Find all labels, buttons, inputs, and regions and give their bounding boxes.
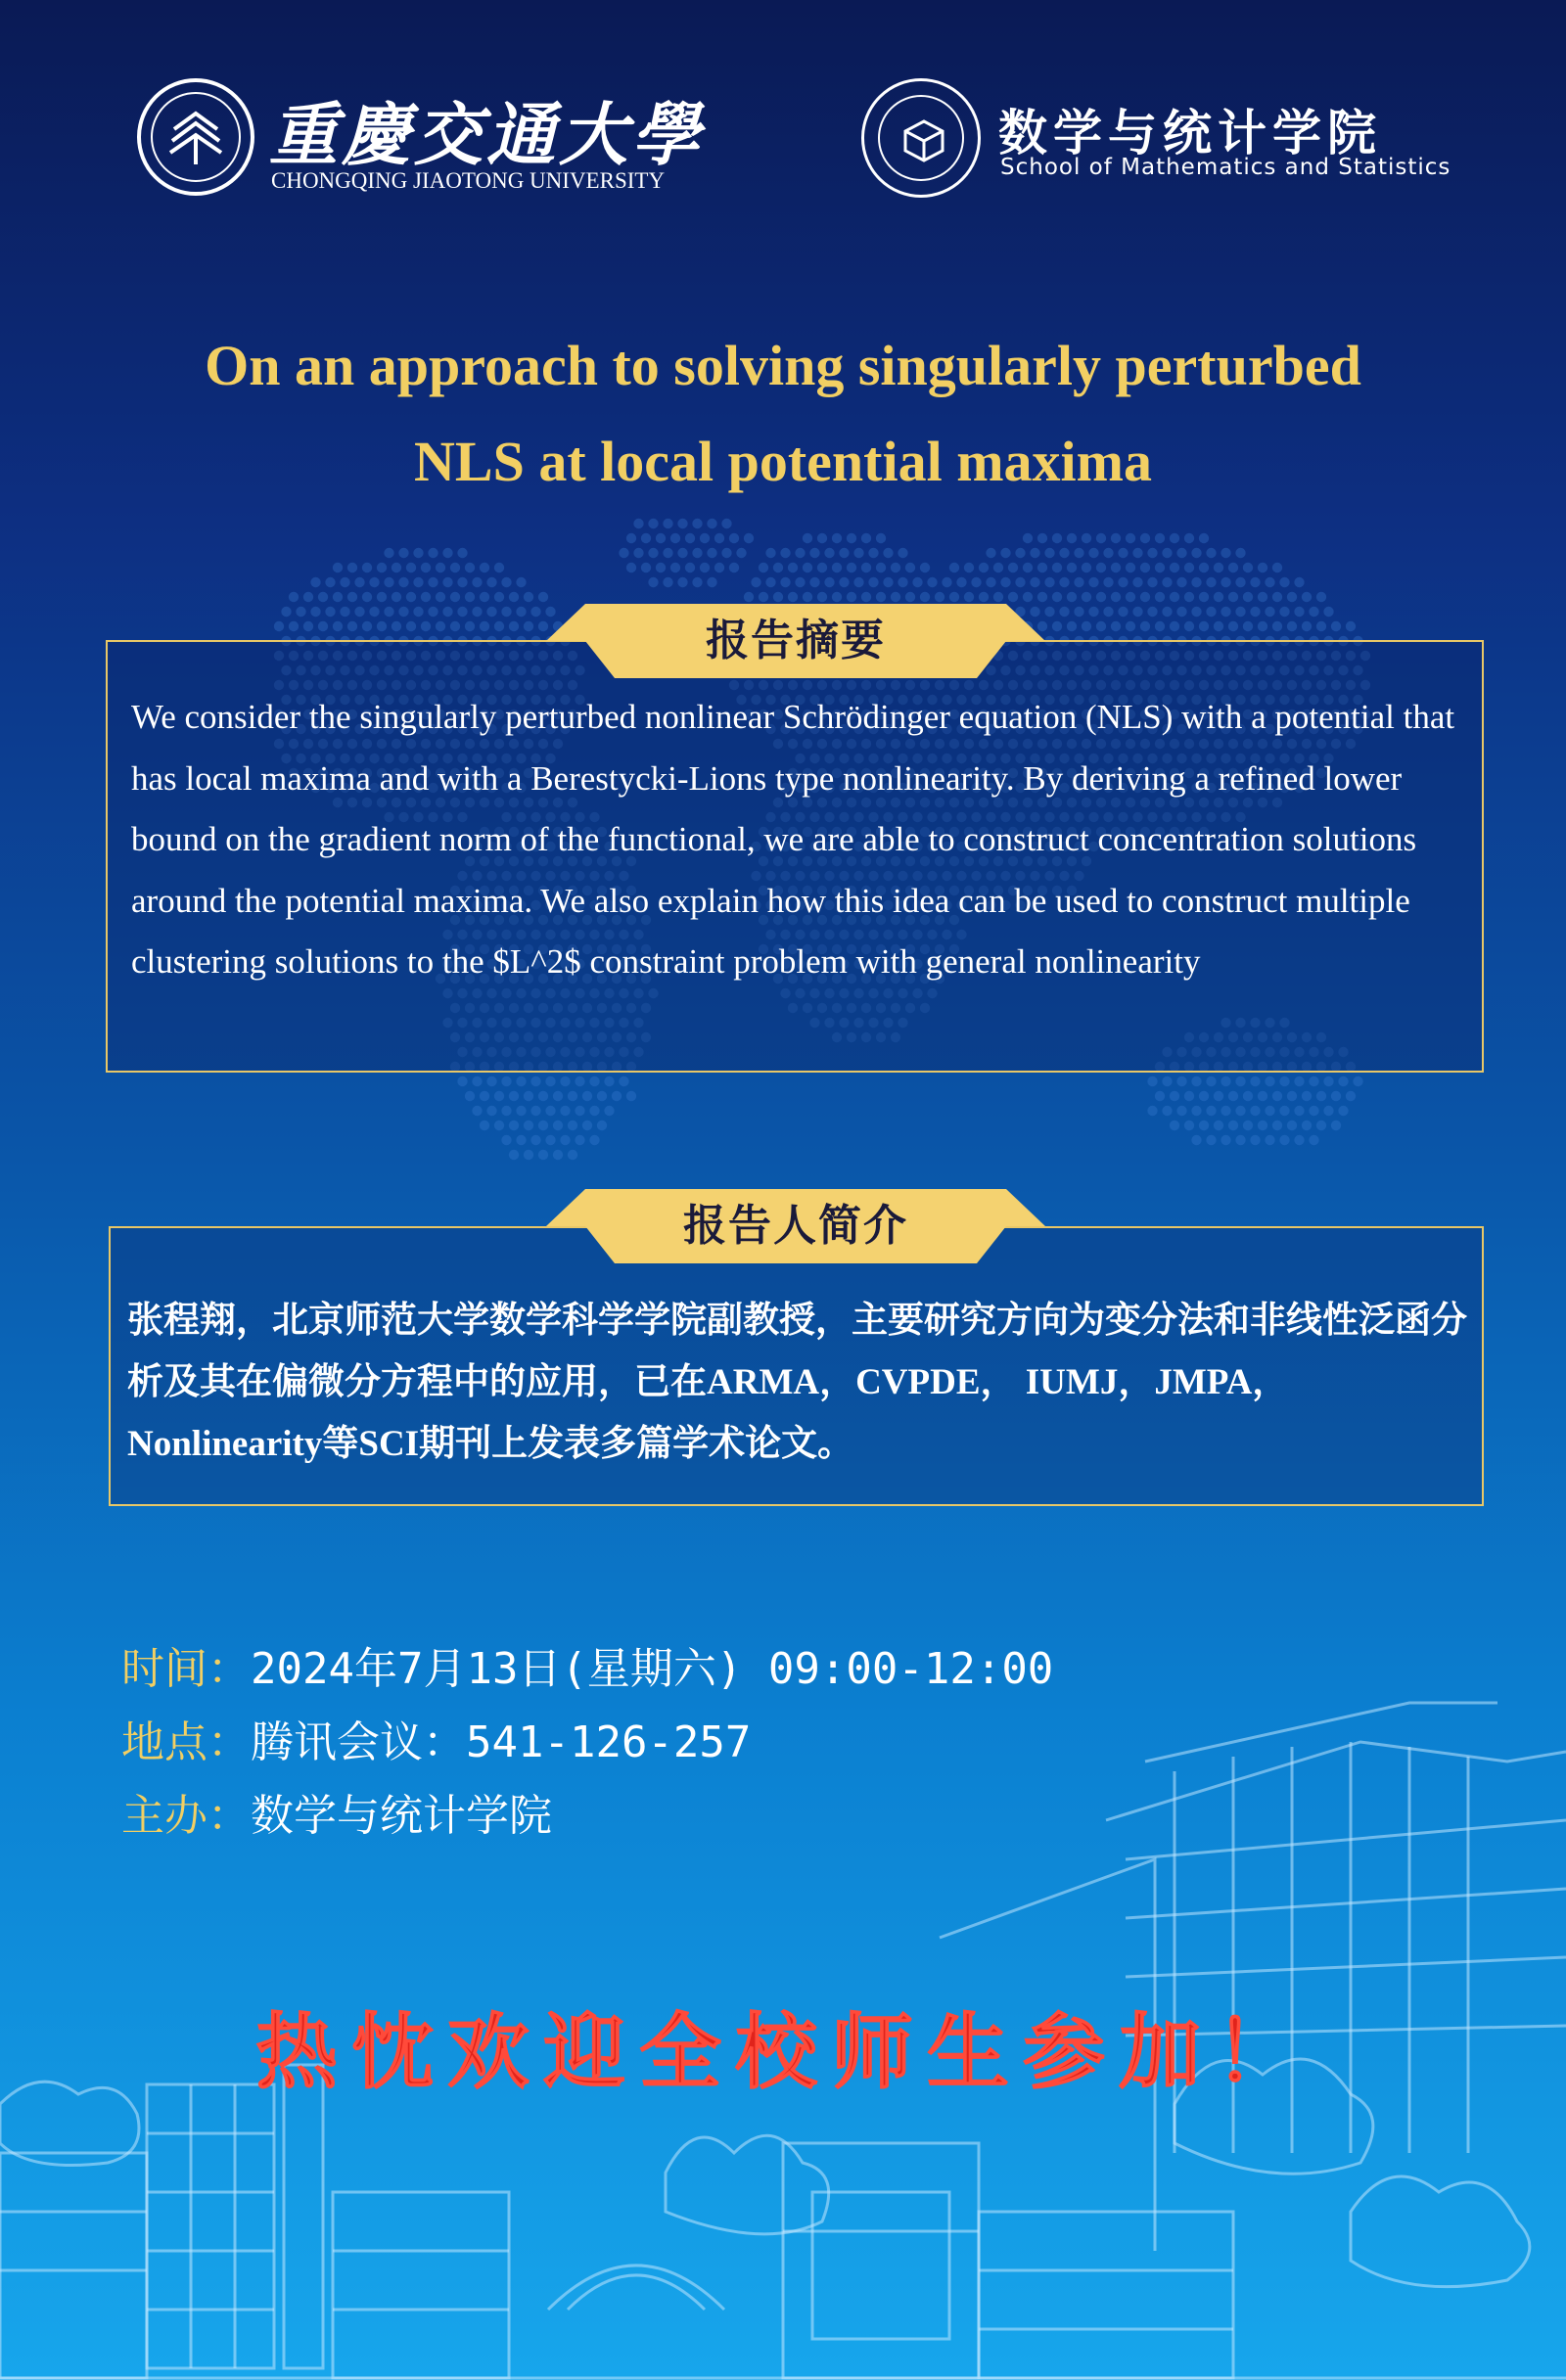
school-name-en: School of Mathematics and Statistics: [1000, 155, 1451, 180]
university-name-cn: 重慶交通大學: [269, 94, 704, 175]
event-info: [121, 1632, 1198, 1853]
abstract-text: We consider the singularly perturbed nonlinear Schrödinger equation (NLS) with a potential that has local maxima and with a Berestycki-Lions type nonlinearity. By deriving a refined lower bound on the gradient norm of the functional, we are able to construct concentration solutions around the potential maxima. We also explain how this idea can be used to construct multiple clustering solutions to the $L^2$ constraint problem with general nonlinearity: [131, 698, 1455, 981]
place-label: 地点：: [121, 1717, 251, 1767]
abstract-heading-tag: [546, 604, 1045, 678]
university-logo: [137, 78, 704, 206]
talk-title-line-1: On an approach to solving singularly perturbed: [205, 334, 1361, 397]
talk-title-line-2: NLS at local potential maxima: [414, 430, 1152, 493]
host-value: 数学与统计学院: [251, 1791, 552, 1841]
time-row: [121, 1632, 1198, 1706]
school-seal-icon: [861, 78, 981, 198]
university-seal-icon: [137, 78, 254, 196]
talk-title: [59, 318, 1507, 510]
speaker-heading-tag: [546, 1189, 1045, 1263]
speaker-bio-text: 张程翔，北京师范大学数学科学学院副教授，主要研究方向为变分法和非线性泛函分析及其在偏微分方程中的应用，已在ARMA，CVPDE， IUMJ，JMPA，Nonlinearity等SCI期刊上发表多篇学术论文。: [127, 1301, 1467, 1464]
school-logo: [861, 76, 1449, 204]
welcome-slogan: 热忱欢迎全校师生参加！: [254, 2003, 1311, 2100]
host-row: [121, 1779, 1198, 1853]
university-name-en: CHONGQING JIAOTONG UNIVERSITY: [271, 168, 666, 193]
abstract-heading: 报告摘要: [706, 616, 886, 665]
time-value: 2024年7月13日(星期六) 09:00-12:00: [251, 1644, 1054, 1694]
time-label: 时间：: [121, 1644, 251, 1694]
host-label: 主办：: [121, 1791, 251, 1841]
speaker-heading: 报告人简介: [683, 1201, 908, 1251]
place-row: [121, 1706, 1198, 1779]
place-value: 腾讯会议：541-126-257: [251, 1717, 752, 1767]
school-name-cn: 数学与统计学院: [998, 105, 1382, 161]
